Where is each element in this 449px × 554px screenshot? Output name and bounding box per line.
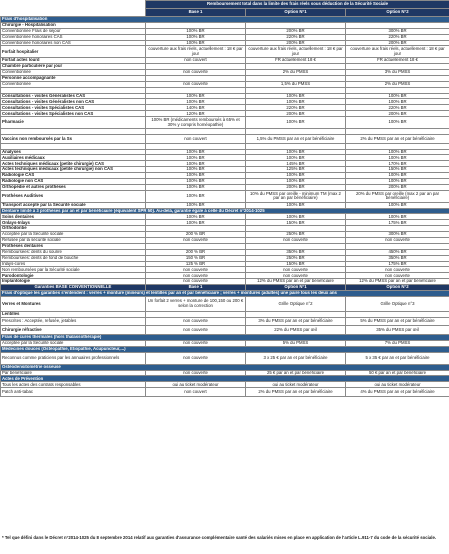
section-title: Actes de Prévention [1,376,449,382]
row-label: Consultations - visites Généralistes CAS [1,93,146,99]
row-label: Consultations - visites Généralistes non CAS [1,99,146,105]
section-title: Médecines douces (Ostéopathie, Etiopathie, Acupuncteur,...) [1,346,449,352]
row-label: Actes techniques médicaux (petite chirurgie) non CAS [1,167,146,173]
row-label: Parodontologie [1,273,146,279]
section-title: Dentaire limité à 3 prothèses par an et par bénéficiaire (équivalent SPR 50). Au-delà, garantie égale à celle du Décret n°2014-1025 [1,208,449,214]
table-row [1,134,449,143]
row-label: Conventionnée honoraires CAS [1,34,146,40]
row-label: Prescrites : Acceptée, refusée, jetables [1,317,146,326]
value-option1: 200% BR [246,184,346,190]
value-option1: couverture aux frais réels, actuellement : 18 € par jour [246,46,346,58]
value-option1: non couverte [246,267,346,273]
value-option1: oui au ticket modérateur [246,382,346,388]
row-label: Auxiliaires médicaux [1,155,146,161]
value-base: 100% BR [146,214,246,220]
value-base: 100% BR [146,40,246,46]
row-label: Transport accepté par la Sécurité sociale [1,202,146,208]
value-option2: 100% BR [346,99,449,105]
value-option2: 100% BR [346,93,449,99]
value-option1: 3% du PMSS par an et par bénéficiaire [246,317,346,326]
table-row [1,326,449,335]
value-option2: 7% du PMSS [346,341,449,347]
value-option2: 150% BR [346,167,449,173]
value-option2: 2% du PMSS [346,81,449,87]
value-base: non couverte [146,81,246,87]
value-option1: 125% BR [246,167,346,173]
footnote: * Tel que défini dans le Décret n°2014-1025 du 8 septembre 2014 relatif aux garanties d'assurance complémentaire santé des salariés mises en place en application de l'article L.911-7 du code de la sécurité sociale. [2,535,437,540]
value-option1: 2% du PMSS par an et par bénéficiaire [246,388,346,397]
value-base: 100% BR [146,149,246,155]
row-label: Conventionnée [1,70,146,76]
value-base: non couvert [146,388,246,397]
row-label: Forfait hospitalier [1,46,146,58]
value-base: 100% BR [146,93,246,99]
value-base: oui au ticket modérateur [146,382,246,388]
row-label: Refusée par la sécurité sociale [1,237,146,243]
value-option1: 1,5% du PMSS [246,81,346,87]
row-label: Remboursées: dents de fond de bouche [1,255,146,261]
row-label: Inlays-cores [1,261,146,267]
value-option1: 12% du PMSS par an et par bénéficiaire [246,279,346,285]
table-row [1,46,449,58]
value-base: 100% BR [146,184,246,190]
value-option1: non couverte [246,273,346,279]
value-option2: 100% BR [346,117,449,129]
row-label: Par bénéficiaire [1,370,146,376]
value-base: 125 % BR [146,261,246,267]
value-base: 100% BR [146,167,246,173]
value-option1: FR actuellement 18 € [246,58,346,64]
value-base: non couverte [146,317,246,326]
value-option2: 20% du PMSS par oreille (max 2 par an par bénéficiaire) [346,190,449,202]
value-option1: 220% BR [246,34,346,40]
value-base: 100% BR [146,179,246,185]
value-option1: 200% BR [246,111,346,117]
value-option2: 3% du PMSS [346,70,449,76]
value-option1: 200% BR [246,28,346,34]
value-option2: 100% BR [346,155,449,161]
row-label: Vaccins non remboursés par la Ss [1,134,146,143]
value-option1: 22% du PMSS par œil [246,326,346,335]
value-option2: 100% BR [346,149,449,155]
value-option2: non couverte [346,267,449,273]
value-option2: non couverte [346,273,449,279]
value-option1: 150% BR [246,220,346,226]
row-label: Pharmacie [1,117,146,129]
table-row [1,296,449,311]
table-header-row [1,1,449,9]
value-option2: 300% BR [346,28,449,34]
section-title: Frais d'hospitalisation [1,17,449,23]
row-label: Remboursées: dents du sourire [1,249,146,255]
value-option2: 100% BR [346,173,449,179]
value-option1: 145% BR [246,161,346,167]
value-option1: 5% du PMSS [246,341,346,347]
value-base: Un forfait 2 verres + monture de 100,150 ou 200 € selon la correction [146,296,246,311]
row-label: Orthodontie [1,226,146,232]
value-option1: 10% du PMSS par oreille - minimum TM (max 2 par an par bénéficiaire) [246,190,346,202]
row-label: Chirurgie - Hospitalisation [1,22,146,28]
row-label: Conventionnée [1,81,146,87]
row-label: Radiologie CAS [1,173,146,179]
value-base: 100% BR (médicaments remboursés à 65% et 30% y compris homéopathie) [146,117,246,129]
table-row [1,117,449,129]
value-option1: 100% BR [246,99,346,105]
row-label: Onlays-Inlays [1,220,146,226]
row-label: Tous les actes des contrats responsables [1,382,146,388]
value-option1: 100% BR [246,117,346,129]
row-label: Non remboursées par la Sécurité sociale [1,267,146,273]
value-option1: 1,5% du PMSS par an et par bénéficiaire [246,134,346,143]
value-option2: oui au ticket modérateur [346,382,449,388]
row-label: Implantologie [1,279,146,285]
value-base: 100% BR [146,28,246,34]
value-option2: 300% BR [346,232,449,238]
table-row [1,388,449,397]
value-option1: Option N°1 [246,285,346,291]
value-option2: Option N°2 [346,285,449,291]
value-option1: 250% BR [246,255,346,261]
value-option1: 100% BR [246,173,346,179]
value-option2: 220% BR [346,34,449,40]
row-label: Lentilles [1,311,146,317]
value-base: couverture aux frais réels, actuellement : 18 € par jour [146,46,246,58]
value-option2: 350% BR [346,255,449,261]
value-option2: 5 x 35 € par an et par bénéficiaire [346,352,449,364]
row-label: Acceptée par la Sécurité sociale [1,232,146,238]
row-label: Verres et Montures [1,296,146,311]
table-row [1,317,449,326]
value-option1: 150% BR [246,261,346,267]
row-label: Acceptée par la Sécurité sociale [1,341,146,347]
value-base: 120% BR [146,111,246,117]
row-label: Patch anti-tabac [1,388,146,397]
value-option2: 175% BR [346,261,449,267]
value-base: non couverte [146,237,246,243]
value-base: non couverte [146,326,246,335]
value-base: 140% BR [146,105,246,111]
row-label: Analyses [1,149,146,155]
row-label: Conventionnée honoraires non CAS [1,40,146,46]
value-base: non couverte [146,352,246,364]
value-option1: 25 € par an et par bénéficiaire [246,370,346,376]
value-option2: 200% BR [346,111,449,117]
row-label: Prothèses Auditives [1,190,146,202]
value-option2: 170% BR [346,161,449,167]
value-base: 100% BR [146,173,246,179]
value-base: non couverte [146,273,246,279]
value-option2: 175% BR [346,220,449,226]
value-base: 100% BR [146,220,246,226]
row-label: Personne accompagnante [1,75,146,81]
row-label: Consultations - visites Spécialistes CAS [1,105,146,111]
value-base: non couverte [146,279,246,285]
row-label: Radiologie non CAS [1,179,146,185]
value-base: non couverte [146,70,246,76]
value-option1: 100% BR [246,155,346,161]
row-label: Prothèses dentaires [1,243,146,249]
value-option2: 100% BR [346,214,449,220]
row-label: Soins dentaires [1,214,146,220]
row-label: Actes techniques médicaux (petite chirurgie) CAS [1,161,146,167]
value-option1: 250% BR [246,232,346,238]
value-option1: 350% BR [246,249,346,255]
value-base: 100% BR [146,99,246,105]
value-option1: 3 x 25 € par an et par bénéficiaire [246,352,346,364]
value-option2: 220% BR [346,105,449,111]
value-option1: 200% BR [246,40,346,46]
value-base: non couverte [146,370,246,376]
value-option2: 200% BR [346,184,449,190]
header-title: Remboursement total dans la limite des frais réels sous déduction de la Sécurité Sociale [146,1,449,9]
value-option1: 100% BR [246,179,346,185]
value-base: 200 % BR [146,249,246,255]
value-option2: 12% du PMSS par an et par bénéficiaire [346,279,449,285]
value-base: 100% BR [146,190,246,202]
section-title: Frais d'optique les garanties s'entendent : verres + monture (mineurs) et lentilles par an et par bénéficiaire ; verres + montures (adultes) une paire tous les deux ans [1,290,449,296]
value-option2: 200% BR [346,40,449,46]
value-option2: couverture aux frais réels, actuellement : 18 € par jour [346,46,449,58]
value-option2: 450% BR [346,249,449,255]
row-label: Conventionnée Frais de séjour [1,28,146,34]
row-label: Chambre particulière par jour [1,64,146,70]
benefits-table-body [1,1,449,397]
value-base: non couverte [146,341,246,347]
row-label: Forfait actes lourd [1,58,146,64]
value-base: 100% BR [146,155,246,161]
value-option2: 100% BR [346,202,449,208]
value-option1: Grille Optique n°2 [246,296,346,311]
value-base: Base 1 [146,285,246,291]
value-option2: 35% du PMSS par œil [346,326,449,335]
header-col-base: Base 1 [146,9,246,17]
value-option2: FR actuellement 18 € [346,58,449,64]
table-row [1,190,449,202]
value-base: non couvert [146,134,246,143]
header-col-option1: Option N°1 [246,9,346,17]
value-base: non couvert [146,58,246,64]
value-option1: 2% du PMSS [246,70,346,76]
value-option2: non couverte [346,237,449,243]
row-label: Garanties BASE CONVENTIONNELLE [1,285,146,291]
value-option1: 100% BR [246,149,346,155]
value-base: non couverte [146,267,246,273]
row-label: Consultations - visites Spécialistes non CAS [1,111,146,117]
value-option2: Grille Optique n°3 [346,296,449,311]
value-option1: 220% BR [246,105,346,111]
value-base: 100% BR [146,161,246,167]
value-option2: 50 € par an et par bénéficiaire [346,370,449,376]
value-option2: 4% du PMSS par an et par bénéficiaire [346,388,449,397]
row-label: Chirurgie réfractive [1,326,146,335]
value-base: 100% BR [146,202,246,208]
value-option1: non couverte [246,237,346,243]
value-base: 200 % BR [146,232,246,238]
value-base: 150 % BR [146,255,246,261]
value-option1: 100% BR [246,202,346,208]
section-title: Frais de cures thermales (hors thalassothérapie) [1,335,449,341]
value-option2: 2% du PMSS par an et par bénéficiaire [346,134,449,143]
value-option1: 100% BR [246,93,346,99]
row-label: Reconnus comme praticiens par les annuaires professionnels [1,352,146,364]
row-label: Orthopédie et autres prothèses [1,184,146,190]
value-option2: 5% du PMSS par an et par bénéficiaire [346,317,449,326]
header-col-option2: Option N°2 [346,9,449,17]
section-title: Ostéodensitométrie osseuse [1,364,449,370]
value-option2: 100% BR [346,179,449,185]
header-corner [1,1,146,17]
table-row [1,352,449,364]
value-option1: 100% BR [246,214,346,220]
value-base: 100% BR [146,34,246,40]
